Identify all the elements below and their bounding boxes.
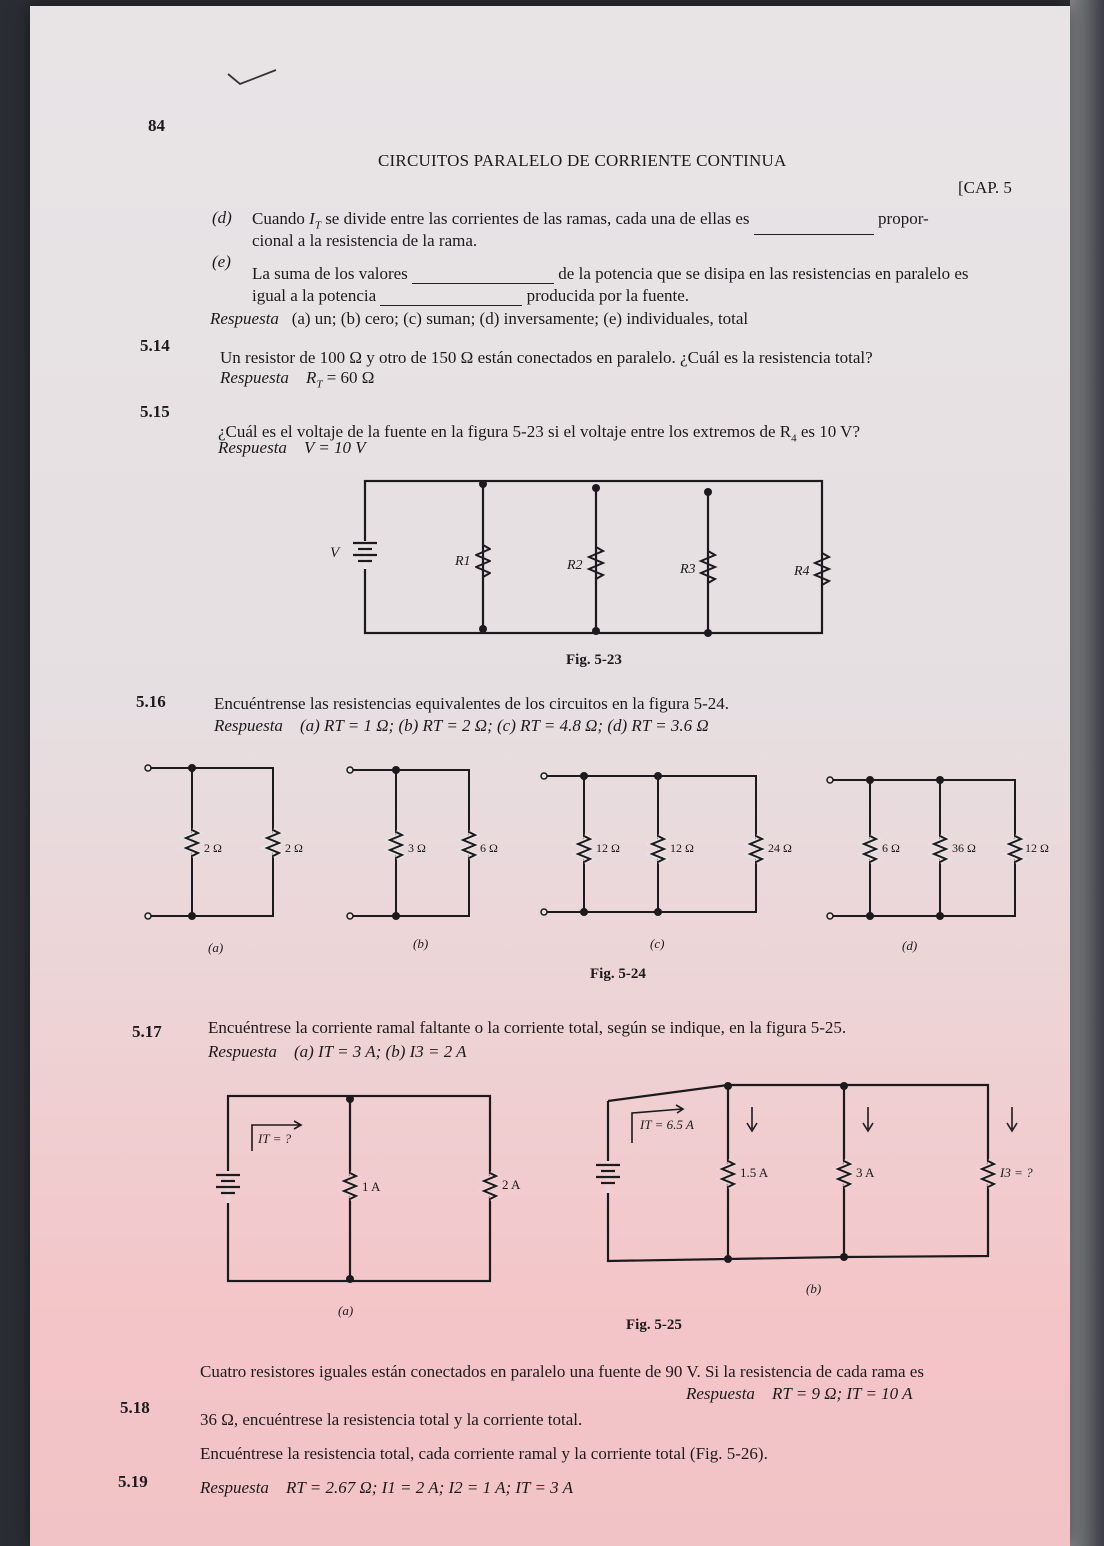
item-d-label: (d) — [212, 208, 232, 227]
figure-5-24 — [130, 758, 1060, 988]
branch-current: 1 A — [362, 1179, 381, 1194]
subfigure-label: (d) — [902, 938, 918, 953]
resistor-value: 36 Ω — [952, 841, 976, 855]
subfigure-label: (a) — [338, 1303, 354, 1318]
subfigure-label: (b) — [413, 936, 429, 951]
problem-number: 5.16 — [136, 692, 166, 711]
resistor-label: R4 — [794, 564, 810, 579]
problem-answer: Respuesta RT = 9 Ω; IT = 10 A — [686, 1384, 913, 1403]
branch-current: 1.5 A — [740, 1165, 769, 1180]
item-d-line2: cional a la resistencia de la rama. — [252, 231, 478, 250]
resistor-label: R1 — [455, 554, 471, 569]
resistor-value: 12 Ω — [596, 841, 620, 855]
current-label: IT = ? — [258, 1131, 292, 1146]
problem-text: Cuatro resistores iguales están conectados en paralelo una fuente de 90 V. Si la resistencia de cada rama es — [200, 1362, 924, 1381]
chapter-label: [CAP. 5 — [958, 178, 1012, 197]
resistor-label: R2 — [567, 558, 583, 573]
resistor-label: R3 — [680, 562, 696, 577]
figure-caption: Fig. 5-23 — [566, 652, 622, 668]
current-label: IT = 6.5 A — [640, 1117, 694, 1132]
problem-text: 36 Ω, encuéntrese la resistencia total y la corriente total. — [200, 1410, 583, 1429]
figure-caption: Fig. 5-25 — [626, 1317, 682, 1333]
problem-number: 5.18 — [120, 1398, 150, 1417]
problem-number: 5.15 — [140, 402, 170, 421]
source-label: V — [330, 545, 340, 561]
resistor-value: 12 Ω — [1025, 841, 1049, 855]
problem-answer: Respuesta (a) IT = 3 A; (b) I3 = 2 A — [208, 1042, 467, 1061]
background-edge — [1070, 0, 1104, 1546]
problem-answer: Respuesta $R_T = 60$ Ω — [220, 368, 375, 391]
item-d-line1: Cuando $I_T$ se divide entre las corrientes de las ramas, cada una de ellas es propor- — [252, 209, 929, 235]
branch-current: I3 = ? — [1000, 1165, 1033, 1180]
resistor-value: 2 Ω — [285, 841, 303, 855]
subfigure-label: (a) — [208, 940, 224, 955]
subfigure-label: (c) — [650, 936, 665, 951]
problem-number: 5.19 — [118, 1472, 148, 1491]
branch-current: 3 A — [856, 1165, 875, 1180]
problem-answer: Respuesta (a) RT = 1 Ω; (b) RT = 2 Ω; (c) RT = 4.8 Ω; (d) RT = 3.6 Ω — [214, 716, 709, 735]
figure-caption: Fig. 5-24 — [590, 966, 646, 982]
item-e-label: (e) — [212, 252, 231, 271]
resistor-value: 12 Ω — [670, 841, 694, 855]
page-title: CIRCUITOS PARALELO DE CORRIENTE CONTINUA — [378, 151, 787, 170]
problem-text: Un resistor de 100 Ω y otro de 150 Ω están conectados en paralelo. ¿Cuál es la resistencia total? — [220, 348, 873, 367]
page-number: 84 — [148, 116, 165, 135]
figure-5-23 — [320, 471, 840, 671]
resistor-value: 3 Ω — [408, 841, 426, 855]
figure-5-25 — [200, 1081, 1050, 1341]
resistor-value: 2 Ω — [204, 841, 222, 855]
item-e-line2: igual a la potencia producida por la fuente. — [252, 286, 690, 305]
problem-answer: Respuesta V = 10 V — [218, 438, 366, 457]
items-answer: Respuesta (a) un; (b) cero; (c) suman; (d) inversamente; (e) individuales, total — [210, 309, 749, 328]
problem-answer: Respuesta RT = 2.67 Ω; I1 = 2 A; I2 = 1 A; IT = 3 A — [200, 1478, 573, 1497]
problem-text: Encuéntrese la resistencia total, cada corriente ramal y la corriente total (Fig. 5-26). — [200, 1444, 768, 1463]
book-page — [30, 6, 1070, 1546]
branch-current: 2 A — [502, 1177, 521, 1192]
item-e-line1: La suma de los valores de la potencia que se disipa en las resistencias en paralelo es — [252, 264, 969, 283]
resistor-value: 6 Ω — [480, 841, 498, 855]
problem-text: Encuéntrense las resistencias equivalentes de los circuitos en la figura 5-24. — [214, 694, 730, 713]
problem-text: ¿Cuál es el voltaje de la fuente en la figura 5-23 si el voltaje entre los extremos de $R_4$ es 10 V? — [218, 422, 861, 445]
resistor-value: 6 Ω — [882, 841, 900, 855]
resistor-value: 24 Ω — [768, 841, 792, 855]
checkmark-icon — [226, 68, 282, 88]
circuit-frame — [365, 481, 822, 633]
problem-number: 5.14 — [140, 336, 170, 355]
subfigure-label: (b) — [806, 1281, 822, 1296]
problem-text: Encuéntrese la corriente ramal faltante o la corriente total, según se indique, en la figura 5-25. — [208, 1018, 847, 1037]
problem-number: 5.17 — [132, 1022, 162, 1041]
